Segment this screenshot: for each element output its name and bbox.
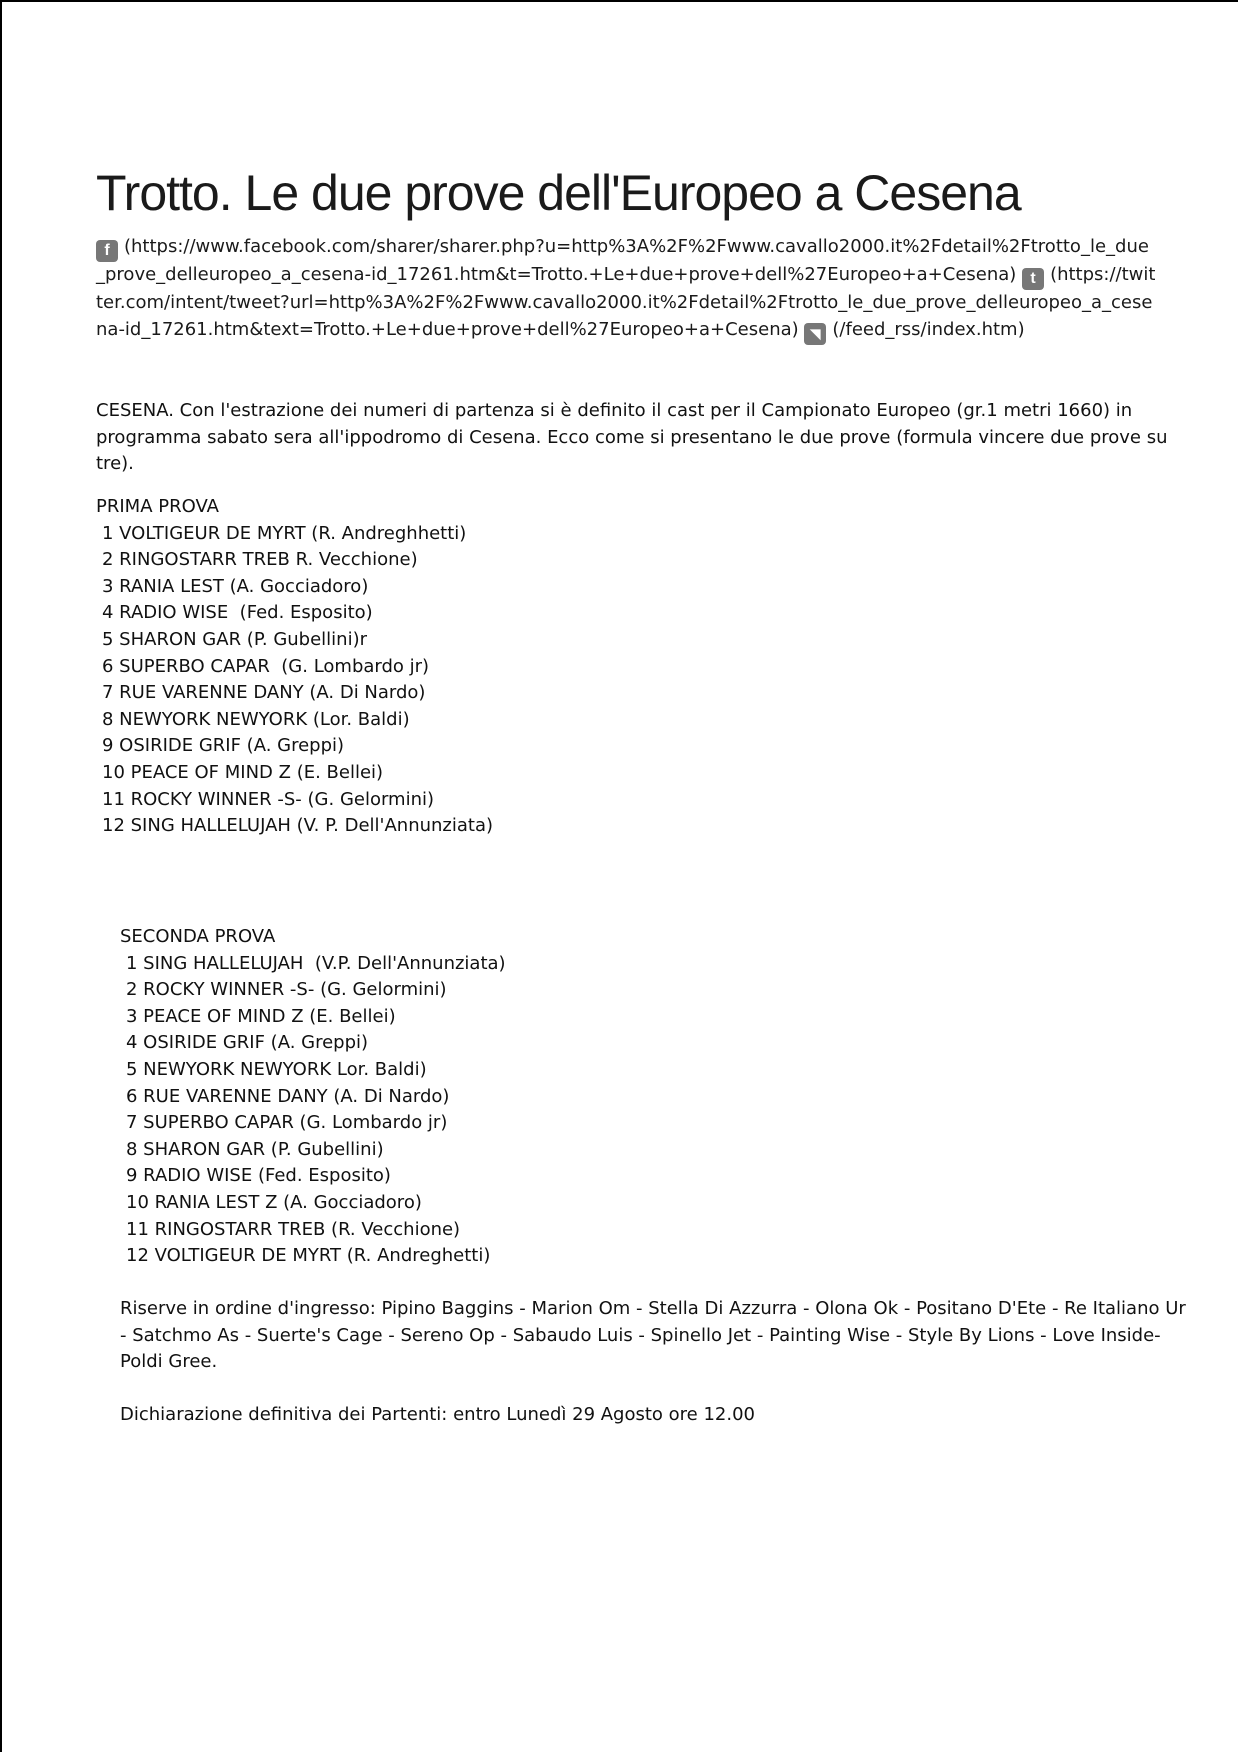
list-item: 11 RINGOSTARR TREB (R. Vecchione) [126,1218,461,1240]
list-item: 3 RANIA LEST (A. Gocciadoro) [102,575,369,597]
riserve-paragraph: Riserve in ordine d'ingresso: Pipino Baggins - Marion Om - Stella Di Azzurra - Olona Ok - Positano D'Ete - Re Italiano Ur - Satchmo As - Suerte's Cage - Sereno Op - Sabaudo Luis - Spinello Jet - Painting Wise - Style By Lions - Love Inside- Poldi Gree. [120,1298,1186,1373]
prima-prova-section [96,494,493,840]
list-item: 4 OSIRIDE GRIF (A. Greppi) [126,1032,369,1054]
list-item: 4 RADIO WISE (Fed. Esposito) [102,602,373,624]
list-item: 7 RUE VARENNE DANY (A. Di Nardo) [102,682,426,704]
list-item: 12 VOLTIGEUR DE MYRT (R. Andreghetti) [126,1245,491,1267]
facebook-icon[interactable]: f [96,240,118,262]
list-item: 1 SING HALLELUJAH (V.P. Dell'Annunziata) [126,952,506,974]
list-item: 11 ROCKY WINNER -S- (G. Gelormini) [102,788,435,810]
list-item: 6 SUPERBO CAPAR (G. Lombardo jr) [102,655,430,677]
prima-prova-heading: PRIMA PROVA [96,496,219,517]
twitter-share-link[interactable]: (https://twitter.com/intent/tweet?url=http%3A%2F%2Fwww.cavallo2000.it%2Fdetail%2Ftrotto_le_due_prove_delleuropeo_a_cesena-id_17261.htm&text=Trotto.+Le+due+prove+dell%27Europeo+a+Cesena) [96,264,1156,340]
list-item: 3 PEACE OF MIND Z (E. Bellei) [126,1005,396,1027]
facebook-share-link[interactable]: (https://www.facebook.com/sharer/sharer.php?u=http%3A%2F%2Fwww.cavallo2000.it%2Fdetail%2Ftrotto_le_due_prove_delleuropeo_a_cesena-id_17261.htm&t=Trotto.+Le+due+prove+dell%27Europeo+a+Cesena) [96,236,1149,285]
list-item: 2 ROCKY WINNER -S- (G. Gelormini) [126,979,447,1001]
list-item: 12 SING HALLELUJAH (V. P. Dell'Annunziata) [102,815,494,837]
list-item: 10 RANIA LEST Z (A. Gocciadoro) [126,1191,422,1213]
list-item: 2 RINGOSTARR TREB R. Vecchione) [102,549,418,571]
list-item: 8 NEWYORK NEWYORK (Lor. Baldi) [102,708,410,730]
seconda-prova-heading: SECONDA PROVA [120,926,276,947]
list-item: 9 OSIRIDE GRIF (A. Greppi) [102,735,345,757]
list-item: 5 NEWYORK NEWYORK Lor. Baldi) [126,1058,427,1080]
intro-paragraph: CESENA. Con l'estrazione dei numeri di partenza si è definito il cast per il Campionato Europeo (gr.1 metri 1660) in programma sabato sera all'ippodromo di Cesena. Ecco come si presentano le due prove (formula vincere due prove su tre). [96,400,1168,475]
dichiarazione-paragraph: Dichiarazione definitiva dei Partenti: entro Lunedì 29 Agosto ore 12.00 [120,1404,756,1425]
article-title: Trotto. Le due prove dell'Europeo a Cesena [96,165,1021,221]
list-item: 5 SHARON GAR (P. Gubellini)r [102,628,368,650]
list-item: 6 RUE VARENNE DANY (A. Di Nardo) [126,1085,450,1107]
list-item: 10 PEACE OF MIND Z (E. Bellei) [102,761,384,783]
list-item: 9 RADIO WISE (Fed. Esposito) [126,1165,391,1187]
list-item: 1 VOLTIGEUR DE MYRT (R. Andreghhetti) [102,522,467,544]
rss-icon[interactable]: ◥ [804,323,826,345]
twitter-icon[interactable]: t [1022,268,1044,290]
list-item: 7 SUPERBO CAPAR (G. Lombardo jr) [126,1112,448,1134]
list-item: 8 SHARON GAR (P. Gubellini) [126,1138,384,1160]
share-links [96,234,1156,345]
seconda-prova-section [120,924,506,1270]
rss-feed-link[interactable]: (/feed_rss/index.htm) [832,318,1025,340]
